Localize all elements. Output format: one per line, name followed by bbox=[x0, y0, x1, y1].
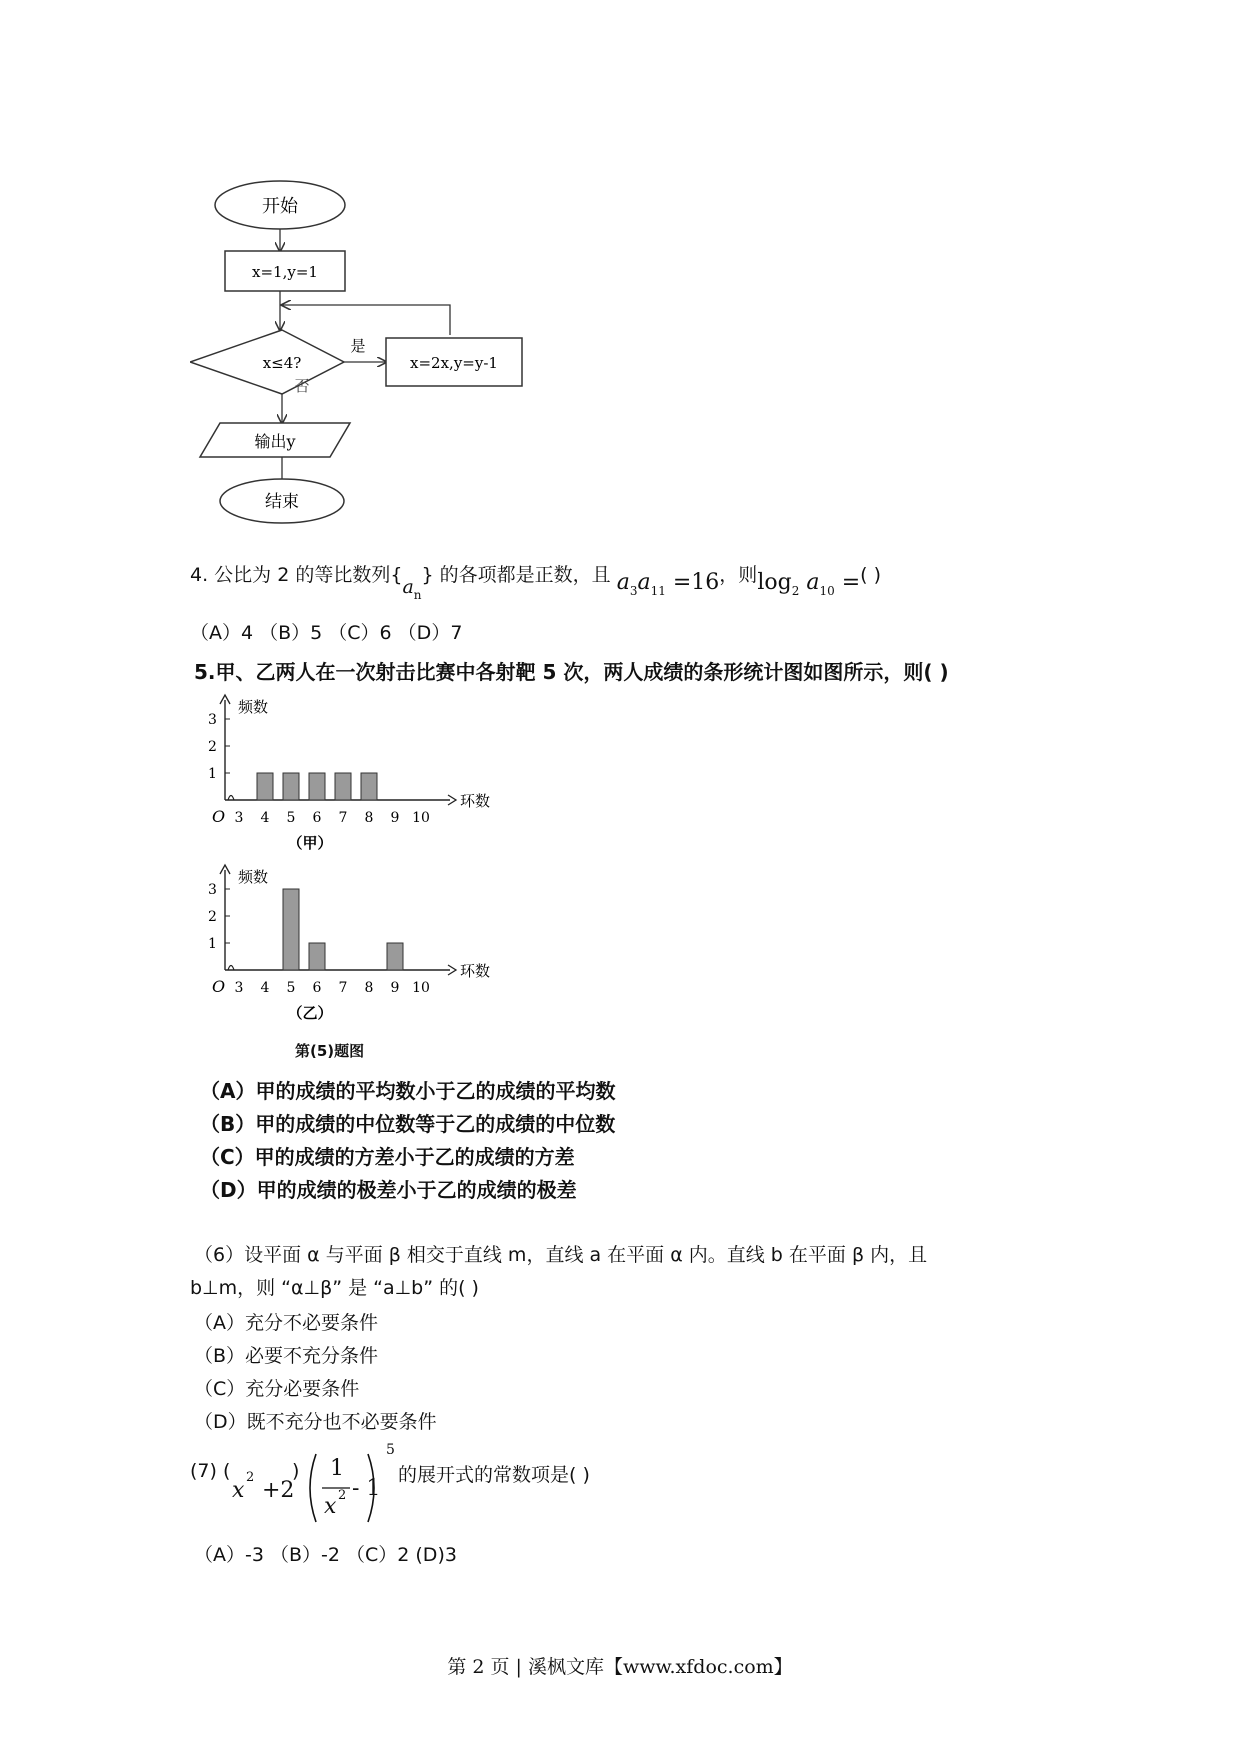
chart-title: （乙） bbox=[287, 1004, 333, 1022]
bar bbox=[283, 773, 299, 800]
update-label: x=2x,y=y-1 bbox=[410, 354, 498, 372]
q6-line2: b⊥m，则 “α⊥β” 是 “a⊥b” 的( ) bbox=[190, 1277, 479, 1299]
q6-option-b: （B）必要不充分条件 bbox=[194, 1345, 379, 1367]
q5-chart-yi bbox=[190, 860, 520, 1030]
q4-text-c: ，则 bbox=[719, 564, 758, 586]
x-tick-label: 8 bbox=[364, 980, 374, 996]
q7-x: x bbox=[232, 1478, 245, 1503]
q5-option-b: （B）甲的成绩的中位数等于乙的成绩的中位数 bbox=[200, 1112, 616, 1136]
q4-seq: $a_n$ bbox=[402, 576, 422, 602]
output-label: 输出y bbox=[254, 432, 296, 451]
y-tick-label: 3 bbox=[208, 712, 217, 728]
q6-line1: （6）设平面 α 与平面 β 相交于直线 m，直线 a 在平面 α 内。直线 b 在平面 β 内，且 bbox=[194, 1244, 928, 1266]
q5-chart-jia bbox=[190, 690, 520, 860]
y-tick-label: 3 bbox=[208, 882, 217, 898]
bar bbox=[335, 773, 351, 800]
x-tick-label: 7 bbox=[338, 980, 348, 996]
q7-plus2: +2 bbox=[262, 1478, 295, 1503]
bar bbox=[283, 889, 299, 970]
x-tick-label: 9 bbox=[390, 810, 400, 826]
origin-label: O bbox=[212, 807, 226, 826]
end-label: 结束 bbox=[265, 492, 299, 512]
bar bbox=[361, 773, 377, 800]
x-tick-label: 3 bbox=[234, 810, 244, 826]
no-label: 否 bbox=[294, 377, 310, 395]
q7-close: ) bbox=[292, 1460, 300, 1482]
init-label: x=1,y=1 bbox=[252, 263, 318, 281]
y-tick-label: 2 bbox=[208, 739, 217, 755]
page-footer: 第 2 页 | 溪枫文库【www.xfdoc.com】 bbox=[447, 1656, 793, 1678]
q5-option-d: （D）甲的成绩的极差小于乙的成绩的极差 bbox=[200, 1178, 577, 1202]
x-tick-label: 3 bbox=[234, 980, 244, 996]
yes-label: 是 bbox=[350, 337, 366, 355]
q6-option-c: （C）充分必要条件 bbox=[194, 1378, 360, 1400]
x-axis-label: 环数 bbox=[460, 792, 491, 810]
x-tick-label: 5 bbox=[286, 980, 296, 996]
x-axis-label: 环数 bbox=[460, 962, 491, 980]
q4-log-expr: $\log_2 a_{10}$ = bbox=[757, 570, 861, 598]
x-tick-label: 9 bbox=[390, 980, 400, 996]
x-tick-label: 6 bbox=[312, 810, 322, 826]
start-label: 开始 bbox=[262, 196, 298, 217]
x-tick-label: 10 bbox=[412, 980, 430, 996]
q4-stem bbox=[190, 562, 882, 602]
q4-condition: $a_3a_{11} =16$ bbox=[616, 570, 720, 598]
q7-suffix: 的展开式的常数项是( ) bbox=[398, 1464, 590, 1486]
q5-option-a: （A）甲的成绩的平均数小于乙的成绩的平均数 bbox=[200, 1079, 616, 1103]
q5-option-c: （C）甲的成绩的方差小于乙的成绩的方差 bbox=[200, 1145, 575, 1169]
q7-prefix: (7) ( bbox=[190, 1460, 231, 1482]
q4-text-a: 4. 公比为 2 的等比数列{ bbox=[190, 564, 403, 586]
y-axis-label: 频数 bbox=[238, 868, 269, 886]
bar bbox=[257, 773, 273, 800]
q7-minus1: - 1 bbox=[352, 1476, 381, 1501]
bar bbox=[309, 773, 325, 800]
y-tick-label: 1 bbox=[208, 766, 217, 782]
q7-den-sq: 2 bbox=[338, 1488, 347, 1503]
q4-paren: ( ) bbox=[860, 564, 882, 586]
bar bbox=[387, 943, 403, 970]
q6-option-a: （A）充分不必要条件 bbox=[194, 1312, 378, 1334]
q5-stem: 5.甲、乙两人在一次射击比赛中各射靶 5 次，两人成绩的条形统计图如图所示，则( ) bbox=[194, 660, 949, 684]
bar bbox=[309, 943, 325, 970]
q7-one: 1 bbox=[330, 1456, 344, 1481]
x-tick-label: 5 bbox=[286, 810, 296, 826]
x-tick-label: 4 bbox=[260, 980, 270, 996]
q7-options: （A）-3 （B）-2 （C）2 (D)3 bbox=[194, 1544, 457, 1566]
x-tick-label: 10 bbox=[412, 810, 430, 826]
chart-title: （甲） bbox=[287, 834, 333, 852]
y-axis-label: 频数 bbox=[238, 698, 269, 716]
q7-den-x: x bbox=[324, 1494, 337, 1519]
origin-label: O bbox=[212, 977, 226, 996]
q4-text-b: } 的各项都是正数，且 bbox=[421, 564, 611, 586]
x-tick-label: 8 bbox=[364, 810, 374, 826]
y-tick-label: 2 bbox=[208, 909, 217, 925]
q5-caption: 第(5)题图 bbox=[295, 1042, 365, 1060]
x-tick-label: 7 bbox=[338, 810, 348, 826]
q4-options: （A）4 （B）5 （C）6 （D）7 bbox=[190, 622, 463, 644]
flowchart bbox=[190, 155, 550, 535]
q7-power: 5 bbox=[386, 1442, 395, 1458]
q7-stem bbox=[190, 1442, 890, 1528]
q6-option-d: （D）既不充分也不必要条件 bbox=[194, 1411, 437, 1433]
condition-label: x≤4? bbox=[262, 354, 302, 372]
x-tick-label: 6 bbox=[312, 980, 322, 996]
y-tick-label: 1 bbox=[208, 936, 217, 952]
q7-sq: 2 bbox=[246, 1470, 255, 1485]
x-tick-label: 4 bbox=[260, 810, 270, 826]
